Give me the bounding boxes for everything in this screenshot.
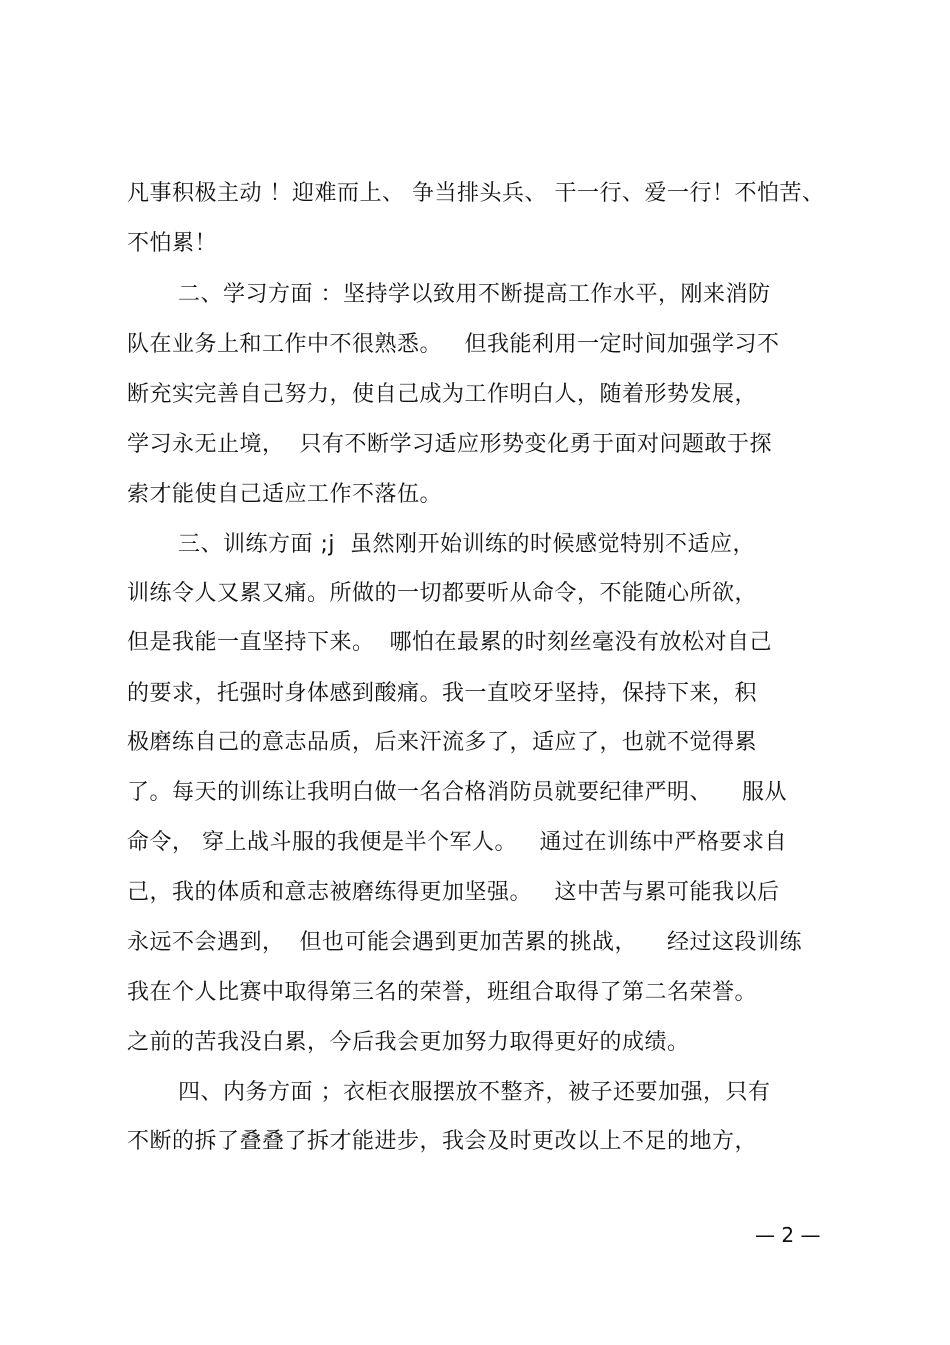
text-line: 命令， 穿上战斗服的我便是半个军人。 通过在训练中严格要求自 [127,830,787,855]
text-line: 二、学习方面 ：坚持学以致用不断提高工作水平，刚来消防 [178,282,771,307]
text-line: 之前的苦我没白累，今后我会更加努力取得更好的成绩。 [127,1030,690,1055]
text-line: 学习永无止境， 只有不断学习适应形势变化勇于面对问题敢于探 [127,432,772,457]
text-line: 凡事积极主动 ！迎难而上、 争当排头兵、 干一行、爱一行！不怕苦、 [127,181,825,206]
text-line: 不怕累！ [127,231,218,256]
text-line: 四、内务方面 ；衣柜衣服摆放不整齐，被子还要加强，只有 [178,1080,771,1105]
text-line: 己，我的体质和意志被磨练得更加坚强。 这中苦与累可能我以后 [127,880,780,905]
page-number: — 2 — [755,1223,821,1247]
text-line: 我在个人比赛中取得第三名的荣誉，班组合取得了第二名荣誉。 [127,980,758,1005]
text-line: 的要求，托强时身体感到酸痛。我一直咬牙坚持，保持下来，积 [127,681,758,706]
text-line: 但是我能一直坚持下来。 哪怕在最累的时刻丝毫没有放松对自己 [127,630,772,655]
text-line: 索才能使自己适应工作不落伍。 [127,482,443,507]
text-line: 不断的拆了叠叠了拆才能进步，我会及时更改以上不足的地方， [127,1129,758,1154]
text-line: 训练令人又累又痛。所做的一切都要听从命令，不能随心所欲， [127,581,758,606]
text-line: 三、训练方面 ;j 虽然刚开始训练的时候感觉特别不适应， [178,532,756,557]
text-line: 极磨练自己的意志品质，后来汗流多了，适应了，也就不觉得累 [127,730,758,755]
text-line: 永远不会遇到， 但也可能会遇到更加苦累的挑战， 经过这段训练 [127,930,802,955]
text-line: 断充实完善自己努力，使自己成为工作明白人，随着形势发展， [127,382,758,407]
text-line: 队在业务上和工作中不很熟悉。 但我能利用一定时间加强学习不 [127,332,780,357]
text-line: 了。每天的训练让我明白做一名合格消防员就要纪律严明、 服从 [127,780,787,805]
